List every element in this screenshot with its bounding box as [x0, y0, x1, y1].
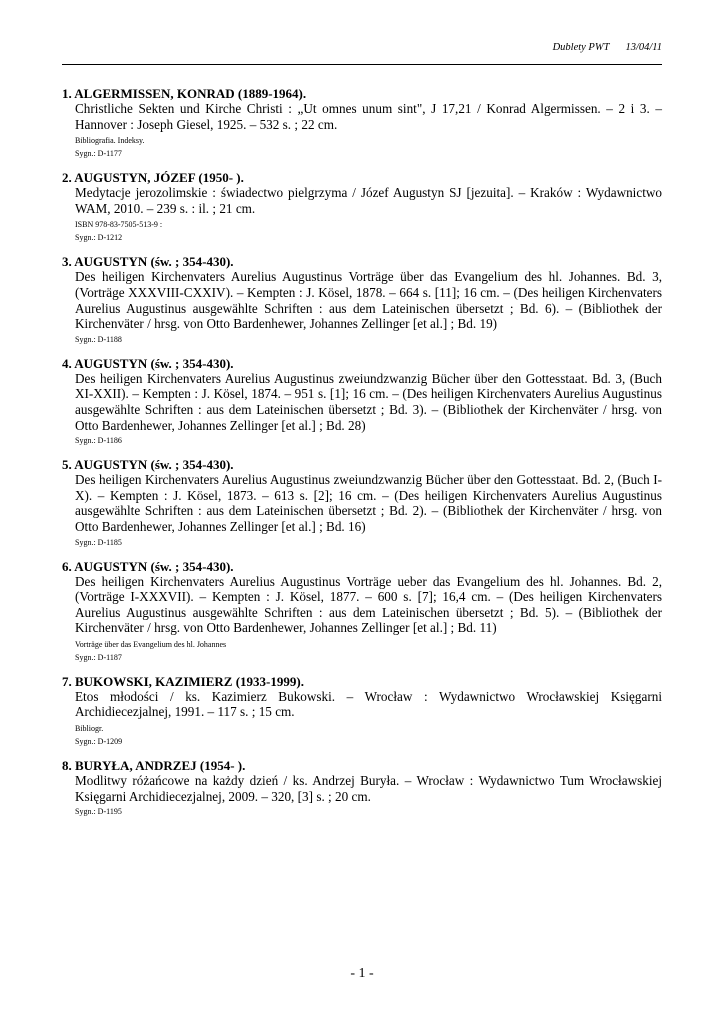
header-rule	[62, 64, 662, 65]
entry-heading: 6. AUGUSTYN (św. ; 354-430).	[62, 558, 234, 574]
entry-list	[62, 86, 662, 828]
entry-signature: Sygn.: D-1185	[75, 537, 122, 547]
entry-description: Etos młodości / ks. Kazimierz Bukowski. – Wrocław : Wydawnictwo Wrocławskiej Księgarni Archidiecezjalnej, 1991. – 117 s. ; 15 cm.	[75, 688, 662, 720]
entry-description: Des heiligen Kirchenvaters Aurelius Augustinus zweiundzwanzig Bücher über den Gottesstaat. Bd. 3, (Buch XI-XXII). – Kempten : J. Kösel, 1874. – 951 s. [1]; 16 cm. – (Des heiligen Kirchenvaters Aurelius Augustinus ausgewählte Schriften : aus dem Lateinischen übersetzt ; Bd. 3). – (Bibliothek der Kirchenväter / hrsg. von Otto Bardenhewer, Johannes Zellinger [et al.] ; Bd. 28)	[75, 370, 662, 433]
entry-heading: 5. AUGUSTYN (św. ; 354-430).	[62, 457, 234, 473]
entry-5	[62, 457, 662, 547]
entry-heading: 4. AUGUSTYN (św. ; 354-430).	[62, 355, 234, 371]
entry-signature: Sygn.: D-1188	[75, 334, 122, 344]
entry-note: Bibliografia. Indeksy.	[75, 136, 145, 146]
entry-note: ISBN 978-83-7505-513-9 :	[75, 220, 163, 230]
entry-3	[62, 254, 662, 344]
entry-signature: Sygn.: D-1212	[75, 233, 123, 243]
entry-note: Vorträge über das Evangelium des hl. Johannes	[75, 639, 227, 649]
entry-4	[62, 356, 662, 446]
entry-description: Des heiligen Kirchenvaters Aurelius Augustinus zweiundzwanzig Bücher über den Gottesstaat. Bd. 2, (Buch I-X). – Kempten : J. Kösel, 1873. – 613 s. [2]; 16 cm. – (Des heiligen Kirchenvaters Aurelius Augustinus ausgewählte Schriften : aus dem Lateinischen übersetzt ; Bd. 2). – (Bibliothek der Kirchenväter / hrsg. von Otto Bardenhewer, Johannes Zellinger [et al.] ; Bd. 16)	[75, 472, 662, 534]
entry-heading: 3. AUGUSTYN (św. ; 354-430).	[62, 254, 234, 270]
entry-heading: 8. BURYŁA, ANDRZEJ (1954- ).	[62, 758, 246, 774]
entry-signature: Sygn.: D-1187	[75, 652, 122, 662]
entry-heading: 2. AUGUSTYN, JÓZEF (1950- ).	[62, 170, 244, 186]
entry-description: Medytacje jerozolimskie : świadectwo pielgrzyma / Józef Augustyn SJ [jezuita]. – Kraków : Wydawnictwo WAM, 2010. – 239 s. : il. ; 21 cm.	[75, 185, 662, 216]
header-title: Dublety PWT	[552, 42, 610, 53]
entry-description: Christliche Sekten und Kirche Christi : „Ut omnes unum sint", J 17,21 / Konrad Algermissen. – 2 i 3. – Hannover : Joseph Giesel, 1925. – 532 s. ; 22 cm.	[75, 101, 662, 132]
entry-signature: Sygn.: D-1209	[75, 737, 123, 747]
entry-1	[62, 86, 662, 159]
entry-signature: Sygn.: D-1186	[75, 436, 122, 446]
entry-description: Modlitwy różańcowe na każdy dzień / ks. Andrzej Buryła. – Wrocław : Wydawnictwo Tum Wrocławskiej Księgarni Archidiecezjalnej, 2009. – 320, [3] s. ; 20 cm.	[75, 773, 662, 804]
entry-8	[62, 758, 662, 817]
header-date: 13/04/11	[625, 42, 662, 53]
entry-7	[62, 674, 662, 747]
entry-signature: Sygn.: D-1177	[75, 149, 122, 159]
entry-6	[62, 559, 662, 663]
page-header	[553, 42, 662, 53]
entry-note: Bibliogr.	[75, 724, 104, 734]
entry-heading: 7. BUKOWSKI, KAZIMIERZ (1933-1999).	[62, 673, 304, 689]
entry-2	[62, 170, 662, 243]
entry-signature: Sygn.: D-1195	[75, 807, 122, 817]
entry-heading: 1. ALGERMISSEN, KONRAD (1889-1964).	[62, 86, 307, 101]
entry-description: Des heiligen Kirchenvaters Aurelius Augustinus Vorträge ueber das Evangelium des hl. Johannes. Bd. 2, (Vorträge I-XXXVII). – Kempten : J. Kösel, 1877. – 600 s. [7]; 16,4 cm. – (Des heiligen Kirchenvaters Aurelius Augustinus ausgewählte Schriften : aus dem Lateinischen übersetzt ; Bd. 5). – (Bibliothek der Kirchenväter / hrsg. von Otto Bardenhewer, Johannes Zellinger [et al.] ; Bd. 11)	[75, 573, 662, 636]
entry-description: Des heiligen Kirchenvaters Aurelius Augustinus Vorträge über das Evangelium des hl. Johannes. Bd. 3, (Vorträge XXXVIII-CXXIV). – Kempten : J. Kösel, 1878. – 664 s. [11]; 16 cm. – (Des heiligen Kirchenvaters Aurelius Augustinus ausgewählte Schriften : aus dem Lateinischen übersetzt ; Bd. 6). – (Bibliothek der Kirchenväter / hrsg. von Otto Bardenhewer, Johannes Zellinger [et al.] ; Bd. 19)	[75, 269, 662, 332]
page-number: - 1 -	[350, 966, 374, 981]
